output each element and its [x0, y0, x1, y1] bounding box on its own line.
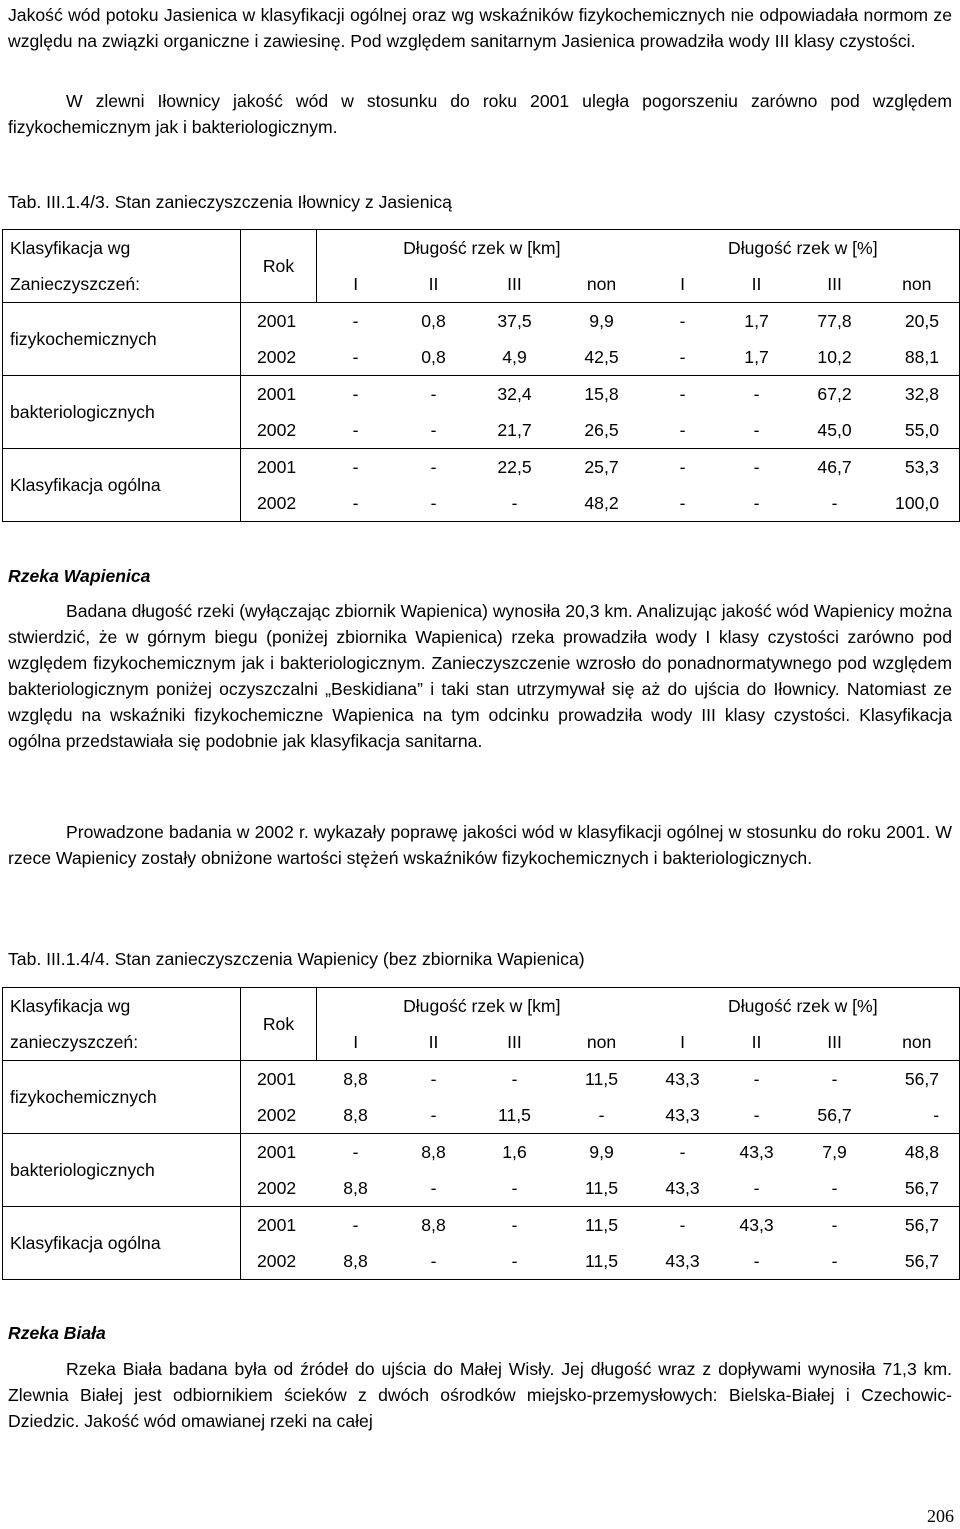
value-cell: -: [719, 485, 795, 522]
table2-subheader-pct-i: I: [647, 1024, 719, 1061]
row-group-label: Klasyfikacja ogólna: [3, 1207, 241, 1280]
value-cell: 8,8: [395, 1207, 473, 1244]
value-cell: -: [395, 485, 473, 522]
year-cell: 2001: [241, 303, 317, 340]
value-cell: 56,7: [875, 1243, 960, 1280]
table1-subheader-km-non: non: [557, 266, 647, 303]
intro-paragraph-1: Jakość wód potoku Jasienica w klasyfikacji ogólnej oraz wg wskaźników fizykochemicznych nie odpowiadała normom ze względu na związki organiczne i zawiesinę. Pod względem sanitarnym Jasienica prowadziła wody III klasy czystości.: [8, 5, 952, 51]
year-cell: 2001: [241, 1207, 317, 1244]
value-cell: -: [647, 1134, 719, 1171]
table-row: [3, 1061, 960, 1098]
value-cell: -: [647, 1207, 719, 1244]
value-cell: 20,5: [875, 303, 960, 340]
row-group-label: bakteriologicznych: [3, 376, 241, 449]
table1-subheader-pct-iii: III: [795, 266, 875, 303]
value-cell: -: [719, 1243, 795, 1280]
value-cell: 32,4: [473, 376, 557, 413]
value-cell: -: [795, 1243, 875, 1280]
value-cell: -: [317, 1134, 395, 1171]
table2-subheader-km-i: I: [317, 1024, 395, 1061]
value-cell: -: [719, 412, 795, 449]
value-cell: 55,0: [875, 412, 960, 449]
value-cell: 42,5: [557, 339, 647, 376]
year-cell: 2001: [241, 1061, 317, 1098]
value-cell: 11,5: [557, 1061, 647, 1098]
year-cell: 2001: [241, 1134, 317, 1171]
value-cell: 43,3: [719, 1134, 795, 1171]
table-ilownica: [2, 229, 960, 522]
table-wapienica: [2, 987, 960, 1280]
value-cell: 8,8: [317, 1243, 395, 1280]
value-cell: -: [795, 1061, 875, 1098]
value-cell: -: [719, 1170, 795, 1207]
table-row: [3, 449, 960, 486]
value-cell: 21,7: [473, 412, 557, 449]
intro-paragraph-2: W zlewni Iłownicy jakość wód w stosunku do roku 2001 uległa pogorszeniu zarówno pod względem fizykochemicznym jak i bakteriologicznym.: [8, 91, 952, 137]
value-cell: -: [719, 449, 795, 486]
value-cell: 43,3: [647, 1097, 719, 1134]
table2-header-label: [3, 988, 241, 1061]
value-cell: 8,8: [317, 1061, 395, 1098]
value-cell: 7,9: [795, 1134, 875, 1171]
table2-header-km: Długość rzek w [km]: [317, 988, 647, 1025]
value-cell: 88,1: [875, 339, 960, 376]
table1-header-rok: Rok: [241, 230, 317, 303]
value-cell: -: [473, 1061, 557, 1098]
value-cell: -: [473, 1170, 557, 1207]
table1-subheader-km-i: I: [317, 266, 395, 303]
value-cell: 48,2: [557, 485, 647, 522]
value-cell: 56,7: [875, 1170, 960, 1207]
table2-header-label-line2: zanieczyszczeń:: [10, 1032, 139, 1052]
table1-header-pct: Długość rzek w [%]: [647, 230, 960, 267]
table2-subheader-pct-iii: III: [795, 1024, 875, 1061]
value-cell: 32,8: [875, 376, 960, 413]
value-cell: -: [395, 412, 473, 449]
table2-caption: Tab. III.1.4/4. Stan zanieczyszczenia Wapienicy (bez zbiornika Wapienica): [8, 949, 585, 969]
value-cell: 56,7: [875, 1061, 960, 1098]
table2-subheader-km-ii: II: [395, 1024, 473, 1061]
value-cell: 26,5: [557, 412, 647, 449]
year-cell: 2001: [241, 449, 317, 486]
value-cell: 56,7: [795, 1097, 875, 1134]
table-row: [3, 376, 960, 413]
table2-subheader-pct-non: non: [875, 1024, 960, 1061]
value-cell: 8,8: [317, 1170, 395, 1207]
value-cell: 10,2: [795, 339, 875, 376]
table1-header-km: Długość rzek w [km]: [317, 230, 647, 267]
value-cell: 100,0: [875, 485, 960, 522]
value-cell: 43,3: [647, 1170, 719, 1207]
table1-caption: Tab. III.1.4/3. Stan zanieczyszczenia Iłownicy z Jasienicą: [8, 192, 452, 212]
value-cell: 67,2: [795, 376, 875, 413]
value-cell: -: [473, 1207, 557, 1244]
value-cell: 56,7: [875, 1207, 960, 1244]
value-cell: 22,5: [473, 449, 557, 486]
year-cell: 2002: [241, 412, 317, 449]
value-cell: -: [317, 485, 395, 522]
value-cell: 11,5: [473, 1097, 557, 1134]
value-cell: 45,0: [795, 412, 875, 449]
value-cell: 0,8: [395, 303, 473, 340]
value-cell: -: [795, 1170, 875, 1207]
value-cell: -: [395, 1097, 473, 1134]
row-group-label: fizykochemicznych: [3, 303, 241, 376]
year-cell: 2002: [241, 485, 317, 522]
value-cell: -: [317, 1207, 395, 1244]
value-cell: -: [647, 485, 719, 522]
value-cell: -: [647, 449, 719, 486]
value-cell: -: [647, 303, 719, 340]
value-cell: -: [875, 1097, 960, 1134]
value-cell: 77,8: [795, 303, 875, 340]
year-cell: 2002: [241, 1243, 317, 1280]
value-cell: 1,6: [473, 1134, 557, 1171]
value-cell: -: [795, 485, 875, 522]
value-cell: 15,8: [557, 376, 647, 413]
table1-subheader-km-iii: III: [473, 266, 557, 303]
wapienica-paragraph-2: Prowadzone badania w 2002 r. wykazały poprawę jakości wód w klasyfikacji ogólnej w stosunku do roku 2001. W rzece Wapienicy zostały obniżone wartości stężeń wskaźników fizykochemicznych i bakteriologicznych.: [8, 822, 952, 868]
value-cell: 53,3: [875, 449, 960, 486]
table1-subheader-pct-ii: II: [719, 266, 795, 303]
table1-subheader-pct-i: I: [647, 266, 719, 303]
table-row: [3, 303, 960, 340]
value-cell: -: [395, 1170, 473, 1207]
value-cell: -: [395, 376, 473, 413]
value-cell: -: [317, 303, 395, 340]
value-cell: 37,5: [473, 303, 557, 340]
table2-subheader-pct-ii: II: [719, 1024, 795, 1061]
value-cell: -: [317, 412, 395, 449]
value-cell: 4,9: [473, 339, 557, 376]
value-cell: 46,7: [795, 449, 875, 486]
value-cell: 43,3: [719, 1207, 795, 1244]
row-group-label: fizykochemicznych: [3, 1061, 241, 1134]
table2-subheader-km-iii: III: [473, 1024, 557, 1061]
year-cell: 2002: [241, 1097, 317, 1134]
value-cell: -: [719, 376, 795, 413]
value-cell: -: [317, 449, 395, 486]
table1-header-label-line1: Klasyfikacja wg: [10, 238, 131, 258]
table2-header-label-line1: Klasyfikacja wg: [10, 996, 131, 1016]
value-cell: 11,5: [557, 1170, 647, 1207]
table-row: [3, 1134, 960, 1171]
value-cell: 43,3: [647, 1243, 719, 1280]
value-cell: 11,5: [557, 1207, 647, 1244]
value-cell: 43,3: [647, 1061, 719, 1098]
value-cell: -: [647, 412, 719, 449]
biala-paragraph-1: Rzeka Biała badana była od źródeł do ujścia do Małej Wisły. Jej długość wraz z dopływami wynosiła 71,3 km. Zlewnia Białej jest odbiornikiem ścieków z dwóch ośrodków miejsko-przemysłowych: Bielska-Białej i Czechowic-Dziedzic. Jakość wód omawianej rzeki na całej: [8, 1359, 952, 1431]
value-cell: 1,7: [719, 303, 795, 340]
value-cell: 8,8: [395, 1134, 473, 1171]
year-cell: 2002: [241, 339, 317, 376]
value-cell: -: [473, 485, 557, 522]
value-cell: -: [795, 1207, 875, 1244]
value-cell: -: [647, 376, 719, 413]
value-cell: 48,8: [875, 1134, 960, 1171]
value-cell: -: [395, 449, 473, 486]
value-cell: -: [719, 1097, 795, 1134]
value-cell: -: [317, 376, 395, 413]
value-cell: 11,5: [557, 1243, 647, 1280]
value-cell: 9,9: [557, 1134, 647, 1171]
table1-subheader-km-ii: II: [395, 266, 473, 303]
value-cell: -: [317, 339, 395, 376]
value-cell: -: [473, 1243, 557, 1280]
biala-heading: Rzeka Biała: [8, 1323, 106, 1343]
table2-subheader-km-non: non: [557, 1024, 647, 1061]
value-cell: 25,7: [557, 449, 647, 486]
value-cell: 0,8: [395, 339, 473, 376]
value-cell: -: [719, 1061, 795, 1098]
table1-header-label-line2: Zanieczyszczeń:: [10, 274, 141, 294]
value-cell: 9,9: [557, 303, 647, 340]
table1-subheader-pct-non: non: [875, 266, 960, 303]
row-group-label: Klasyfikacja ogólna: [3, 449, 241, 522]
table1-header-label: [3, 230, 241, 303]
table-row: [3, 1207, 960, 1244]
table2-header-rok: Rok: [241, 988, 317, 1061]
value-cell: 8,8: [317, 1097, 395, 1134]
value-cell: -: [557, 1097, 647, 1134]
wapienica-heading: Rzeka Wapienica: [8, 566, 151, 586]
year-cell: 2002: [241, 1170, 317, 1207]
value-cell: -: [647, 339, 719, 376]
value-cell: -: [395, 1243, 473, 1280]
table2-header-pct: Długość rzek w [%]: [647, 988, 960, 1025]
year-cell: 2001: [241, 376, 317, 413]
row-group-label: bakteriologicznych: [3, 1134, 241, 1207]
page-number: 206: [927, 1506, 954, 1526]
value-cell: 1,7: [719, 339, 795, 376]
wapienica-paragraph-1: Badana długość rzeki (wyłączając zbiornik Wapienica) wynosiła 20,3 km. Analizując jakość wód Wapienicy można stwierdzić, że w górnym biegu (poniżej zbiornika Wapienica) rzeka prowadziła wody I klasy czystości zarówno pod względem fizykochemicznym jak i bakteriologicznym. Zanieczyszczenie wzrosło do ponadnormatywnego pod względem bakteriologicznym poniżej oczyszczalni „Beskidiana” i taki stan utrzymywał się aż do ujścia do Iłownicy. Natomiast ze względu na wskaźniki fizykochemiczne Wapienica na tym odcinku prowadziła wody III klasy czystości. Klasyfikacja ogólna przedstawiała się podobnie jak klasyfikacja sanitarna.: [8, 601, 952, 751]
value-cell: -: [395, 1061, 473, 1098]
